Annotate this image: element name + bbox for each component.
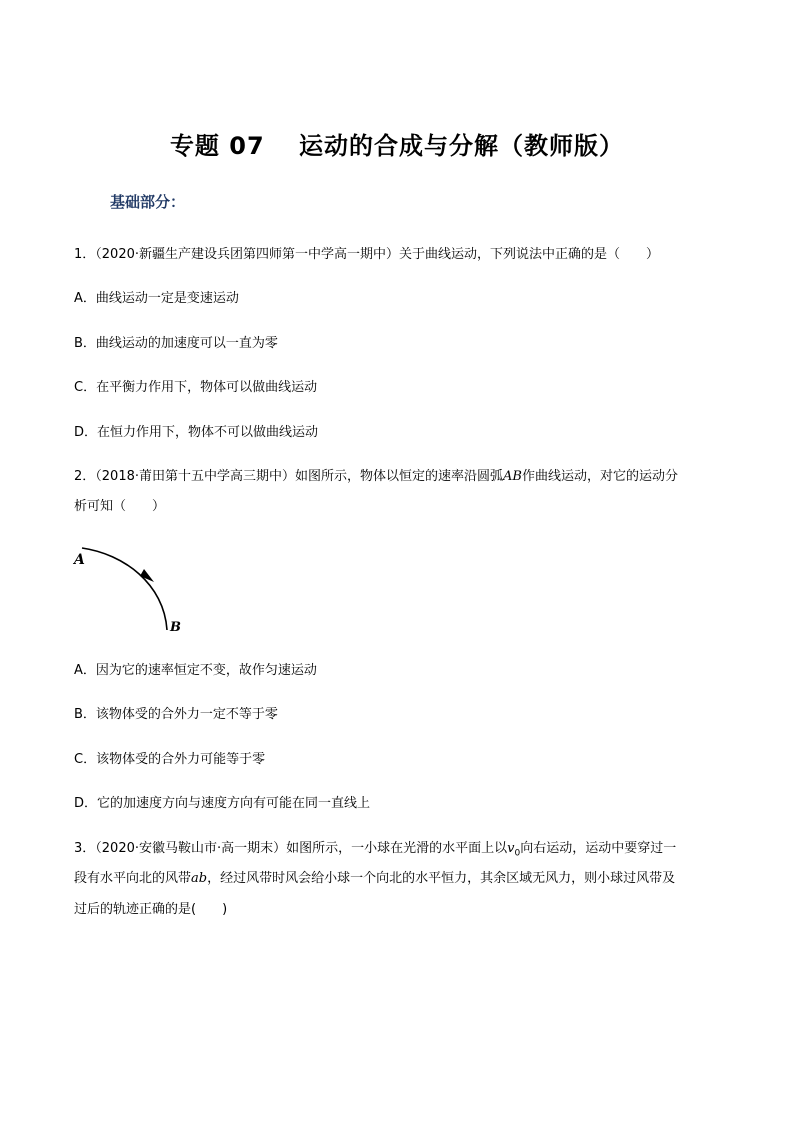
question-2-option-d: D．它的加速度方向与速度方向有可能在同一直线上 [74, 796, 371, 811]
question-3-stem-text-d: ，经过风带时风会给小球一个向北的水平恒力，其余区域无风力，则小球过风带及 [207, 871, 676, 886]
question-3-stem-text-c: 段有水平向北的风带 [74, 871, 192, 886]
arc-label-b: B [170, 620, 181, 635]
question-1-option-a: A．曲线运动一定是变速运动 [74, 291, 239, 306]
question-2-option-c: C．该物体受的合外力可能等于零 [74, 752, 266, 767]
question-1-option-d: D．在恒力作用下，物体不可以做曲线运动 [74, 425, 319, 440]
question-2-stem-line-1 [74, 468, 678, 486]
question-3-velocity-variable: v [507, 841, 515, 856]
question-1-stem: 1．（2020·新疆生产建设兵团第四师第一中学高一期中）关于曲线运动，下列说法中正确的是（ ） [74, 247, 659, 262]
question-3-stem-text-a: 3．（2020·安徽马鞍山市·高一期末）如图所示，一小球在光滑的水平面上以 [74, 841, 508, 856]
question-2-stem-text-b: 作曲线运动，对它的运动分 [521, 469, 678, 484]
arc-ab-figure [72, 540, 192, 635]
document-title: 专题 07 运动的合成与分解（教师版） [169, 132, 625, 160]
arc-path [82, 548, 167, 630]
section-heading: 基础部分： [110, 193, 186, 211]
arc-label-a: A [74, 552, 85, 568]
question-3-velocity-subscript: 0 [514, 848, 521, 859]
question-3-stem-line-3: 过后的轨迹正确的是( ) [74, 902, 228, 917]
question-1-option-c: C．在平衡力作用下，物体可以做曲线运动 [74, 380, 318, 395]
question-2-option-b: B．该物体受的合外力一定不等于零 [74, 707, 278, 722]
question-2-arc-variable: AB [503, 469, 522, 484]
question-3-stem-line-1 [74, 840, 676, 863]
question-2-stem-text-a: 2．（2018·莆田第十五中学高三期中）如图所示，物体以恒定的速率沿圆弧 [74, 469, 503, 484]
question-3-stem-text-b: 向右运动，运动中要穿过一 [520, 841, 677, 856]
question-3-band-variable: ab [191, 871, 208, 886]
question-2-option-a: A．因为它的速率恒定不变，故作匀速运动 [74, 663, 317, 678]
question-1-option-b: B．曲线运动的加速度可以一直为零 [74, 336, 278, 351]
question-2-stem-line-2: 析可知（ ） [74, 499, 166, 514]
question-3-stem-line-2 [74, 870, 675, 888]
arc-direction-arrow-icon [140, 569, 154, 582]
